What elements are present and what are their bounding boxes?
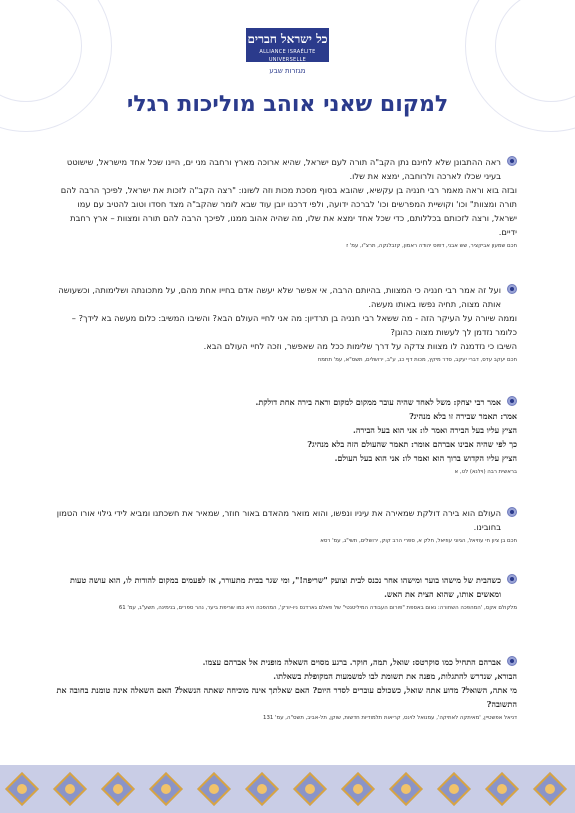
section-6 — [55, 655, 517, 723]
section-paragraph: הבורא, שנדרש להתגלות, מפנה את תשומת לבו למשמעות המקופלת בשאלתו. — [273, 671, 517, 681]
source-citation: דניאל אפשטיין, 'מאיתקה לאתיקה', עמנואל לוינס, קריאות תלמודיות חדשות, שוקן, תל-אביב, תשס"ה, עמ' 131 — [263, 715, 517, 721]
ornament-tile-icon — [482, 769, 522, 809]
section-paragraph: מי אתה, השואל? מדוע אתה שואל, כשכולם עוברים לסדר היום? האם שאלתך אינה מוכיחה שאתה הנשאל? האם השאלה אינה טומנת בחובה את התשובה? — [56, 685, 517, 709]
section-paragraph — [55, 506, 517, 534]
section-5 — [55, 573, 517, 613]
section-paragraph: ובזה בוא וראה מאמר רבי חנניה בן עקשיא, שהובא בסוף מסכת מכות וזה לשונו: "רצה הקב"ה לזכות את ישראל, לפיכך הרבה להם תורה ומצוות" וכו' וקושיית המפרשים וכו' לברכה ידועה, ולפי דרכנו יובן עוד שבא לומר שהקב"ה מצד חסדו וטוב להטיב עם עמו ישראל, ורצה לזכותם בכללותם, כדי שכל אחד ימצא את שלו, מה שהיה אהוב ממנו, לפיכך הרבה להם תורה ומצוות – ארץ רחבת ידיים. — [60, 185, 517, 237]
flower-bullet-icon — [507, 284, 517, 294]
logo-caption: מגזרות שבע — [269, 67, 306, 75]
flower-bullet-icon — [507, 574, 517, 584]
ornament-tile-icon — [530, 769, 570, 809]
section-paragraph: הציץ עליו בעל הבירה ואמר לו: אני הוא בעל הבירה. — [353, 425, 517, 435]
section-1 — [55, 155, 517, 251]
source-citation: מלקולם אקס, 'המהפכה השחורה: נאום באספת "פורום העבודה המיליטנטי" של פאלם גארדנס ניו-יורק', המהפכה היא כמו שריפת ביער, נהר ספרים, בנימינה, תשע"ג, עמ' 61 — [118, 605, 517, 611]
ornament-tile-icon — [434, 769, 474, 809]
section-paragraph — [55, 283, 517, 311]
section-paragraph — [55, 395, 517, 409]
logo-subtext: ALLIANCE ISRAÉLITE UNIVERSELLE — [259, 49, 316, 63]
section-3 — [55, 395, 517, 477]
paragraph-text: כשהבית של מישהו בוער ומישהו אחר נכנס לבית וצועק "שריפה!", ומי שגר בבית מתעורר, אז לפעמים במקום להודות לו, הוא עושה טעות ומאשים אותו, שהוא הצית את האש. — [69, 575, 501, 599]
ornament-tile-icon — [146, 769, 186, 809]
flower-bullet-icon — [507, 156, 517, 166]
logo — [246, 28, 329, 62]
logo-text: כל ישראל חברים — [247, 32, 328, 46]
decorative-footer-band — [0, 765, 575, 813]
section-2 — [55, 283, 517, 365]
page-title: למקום שאני אוהב מוליכות רגלי — [126, 92, 449, 117]
ornament-tile-icon — [50, 769, 90, 809]
ornament-tile-icon — [194, 769, 234, 809]
paragraph-text: אברהם התחיל כמו סוקרטס: שואל, תמה, חוקר. ברגע מסוים השאלה מופנית אל אברהם עצמו. — [202, 657, 501, 667]
ornament-tile-icon — [2, 769, 42, 809]
flower-bullet-icon — [507, 656, 517, 666]
section-paragraph: השיבו כי נזדמנה לו מצוות צדקה על דרך שלימות ככל מה שאפשר, וזכה לחיי העולם הבא. — [203, 341, 517, 351]
section-paragraph: כך לפי שהיה אבינו אברהם אומר: תאמר שהעולם הזה בלא מנהיג? — [307, 439, 517, 449]
section-paragraph: אמר: תאמר שבירה זו בלא מנהיג? — [409, 411, 517, 421]
ornament-tile-icon — [290, 769, 330, 809]
section-paragraph: הציץ עליו הקדוש ברוך הוא ואמר לו: אני הוא בעל העולם. — [334, 453, 517, 463]
section-paragraph — [55, 655, 517, 669]
paragraph-text: ועל זה אמר רבי חנניה כי המצוות, בהיותם הרבה, אי אפשר שלא יעשה אדם בחייו אחת מהם, על מתכונתה ושלימותה, וכשעושה אותה מצוה, תחיה נפשו באותו מעשה. — [58, 285, 501, 309]
ornament-tile-icon — [98, 769, 138, 809]
section-paragraph: וממה שיורה על העיקר הזה - מה ששאל רבי חנניה בן תרדיון: מה אני לחיי העולם הבא? והשיבו המשיב: כלום מעשה בא לידך? – כלומר נזדמן לך לעשות מצוה כהוגן? — [71, 313, 517, 337]
flower-bullet-icon — [507, 396, 517, 406]
ornament-tile-icon — [386, 769, 426, 809]
section-paragraph — [55, 155, 517, 183]
source-citation: חכם שמעון אביקציר, שש אבני, דפוס יהודה ראמון, קזבלנקה, תרצ"ו, עמ' ז — [346, 243, 517, 249]
source-citation: חכם בן ציון חי עוזיאל, הגיוני עוזיאל, חלק א, ספרי הרב קוק, ירושלים, תשי"ג, עמ' רסא — [320, 538, 517, 544]
paragraph-text: העולם הוא בירה דולקת שמאירה את עיניו ונפשו, והוא מואר מהאדם באור חוזר, שמאיר את חשכתנו ומביא לידי גילוי אורו הטמון בחובינו. — [56, 508, 501, 532]
source-citation: בראשית רבה (וילנא) לט, א — [454, 469, 517, 475]
paragraph-text: ראה ההתבונן שלא לחינם נתן הקב"ה תורה לעם ישראל, שהיא ארוכה מארץ ורחבה מני ים, היינו שכל אחד מישראל, שישוטט בעיני שכלו לארכה ולרוחבה, ימצא את שלו. — [66, 157, 501, 181]
ornament-tile-icon — [338, 769, 378, 809]
section-paragraph — [55, 573, 517, 601]
source-citation: חכם יעקב עדס, דברי יעקב, סדר מיקץ, מכות דף כג, ע"ב, ירושלים, תשס"א, עמ' תתמח — [317, 357, 517, 363]
ornament-tile-icon — [242, 769, 282, 809]
paragraph-text: אמר רבי יצחק: משל לאחד שהיה עובר ממקום למקום וראה בירה אחת דולקת. — [255, 397, 501, 407]
flower-bullet-icon — [507, 507, 517, 517]
section-4 — [55, 506, 517, 546]
